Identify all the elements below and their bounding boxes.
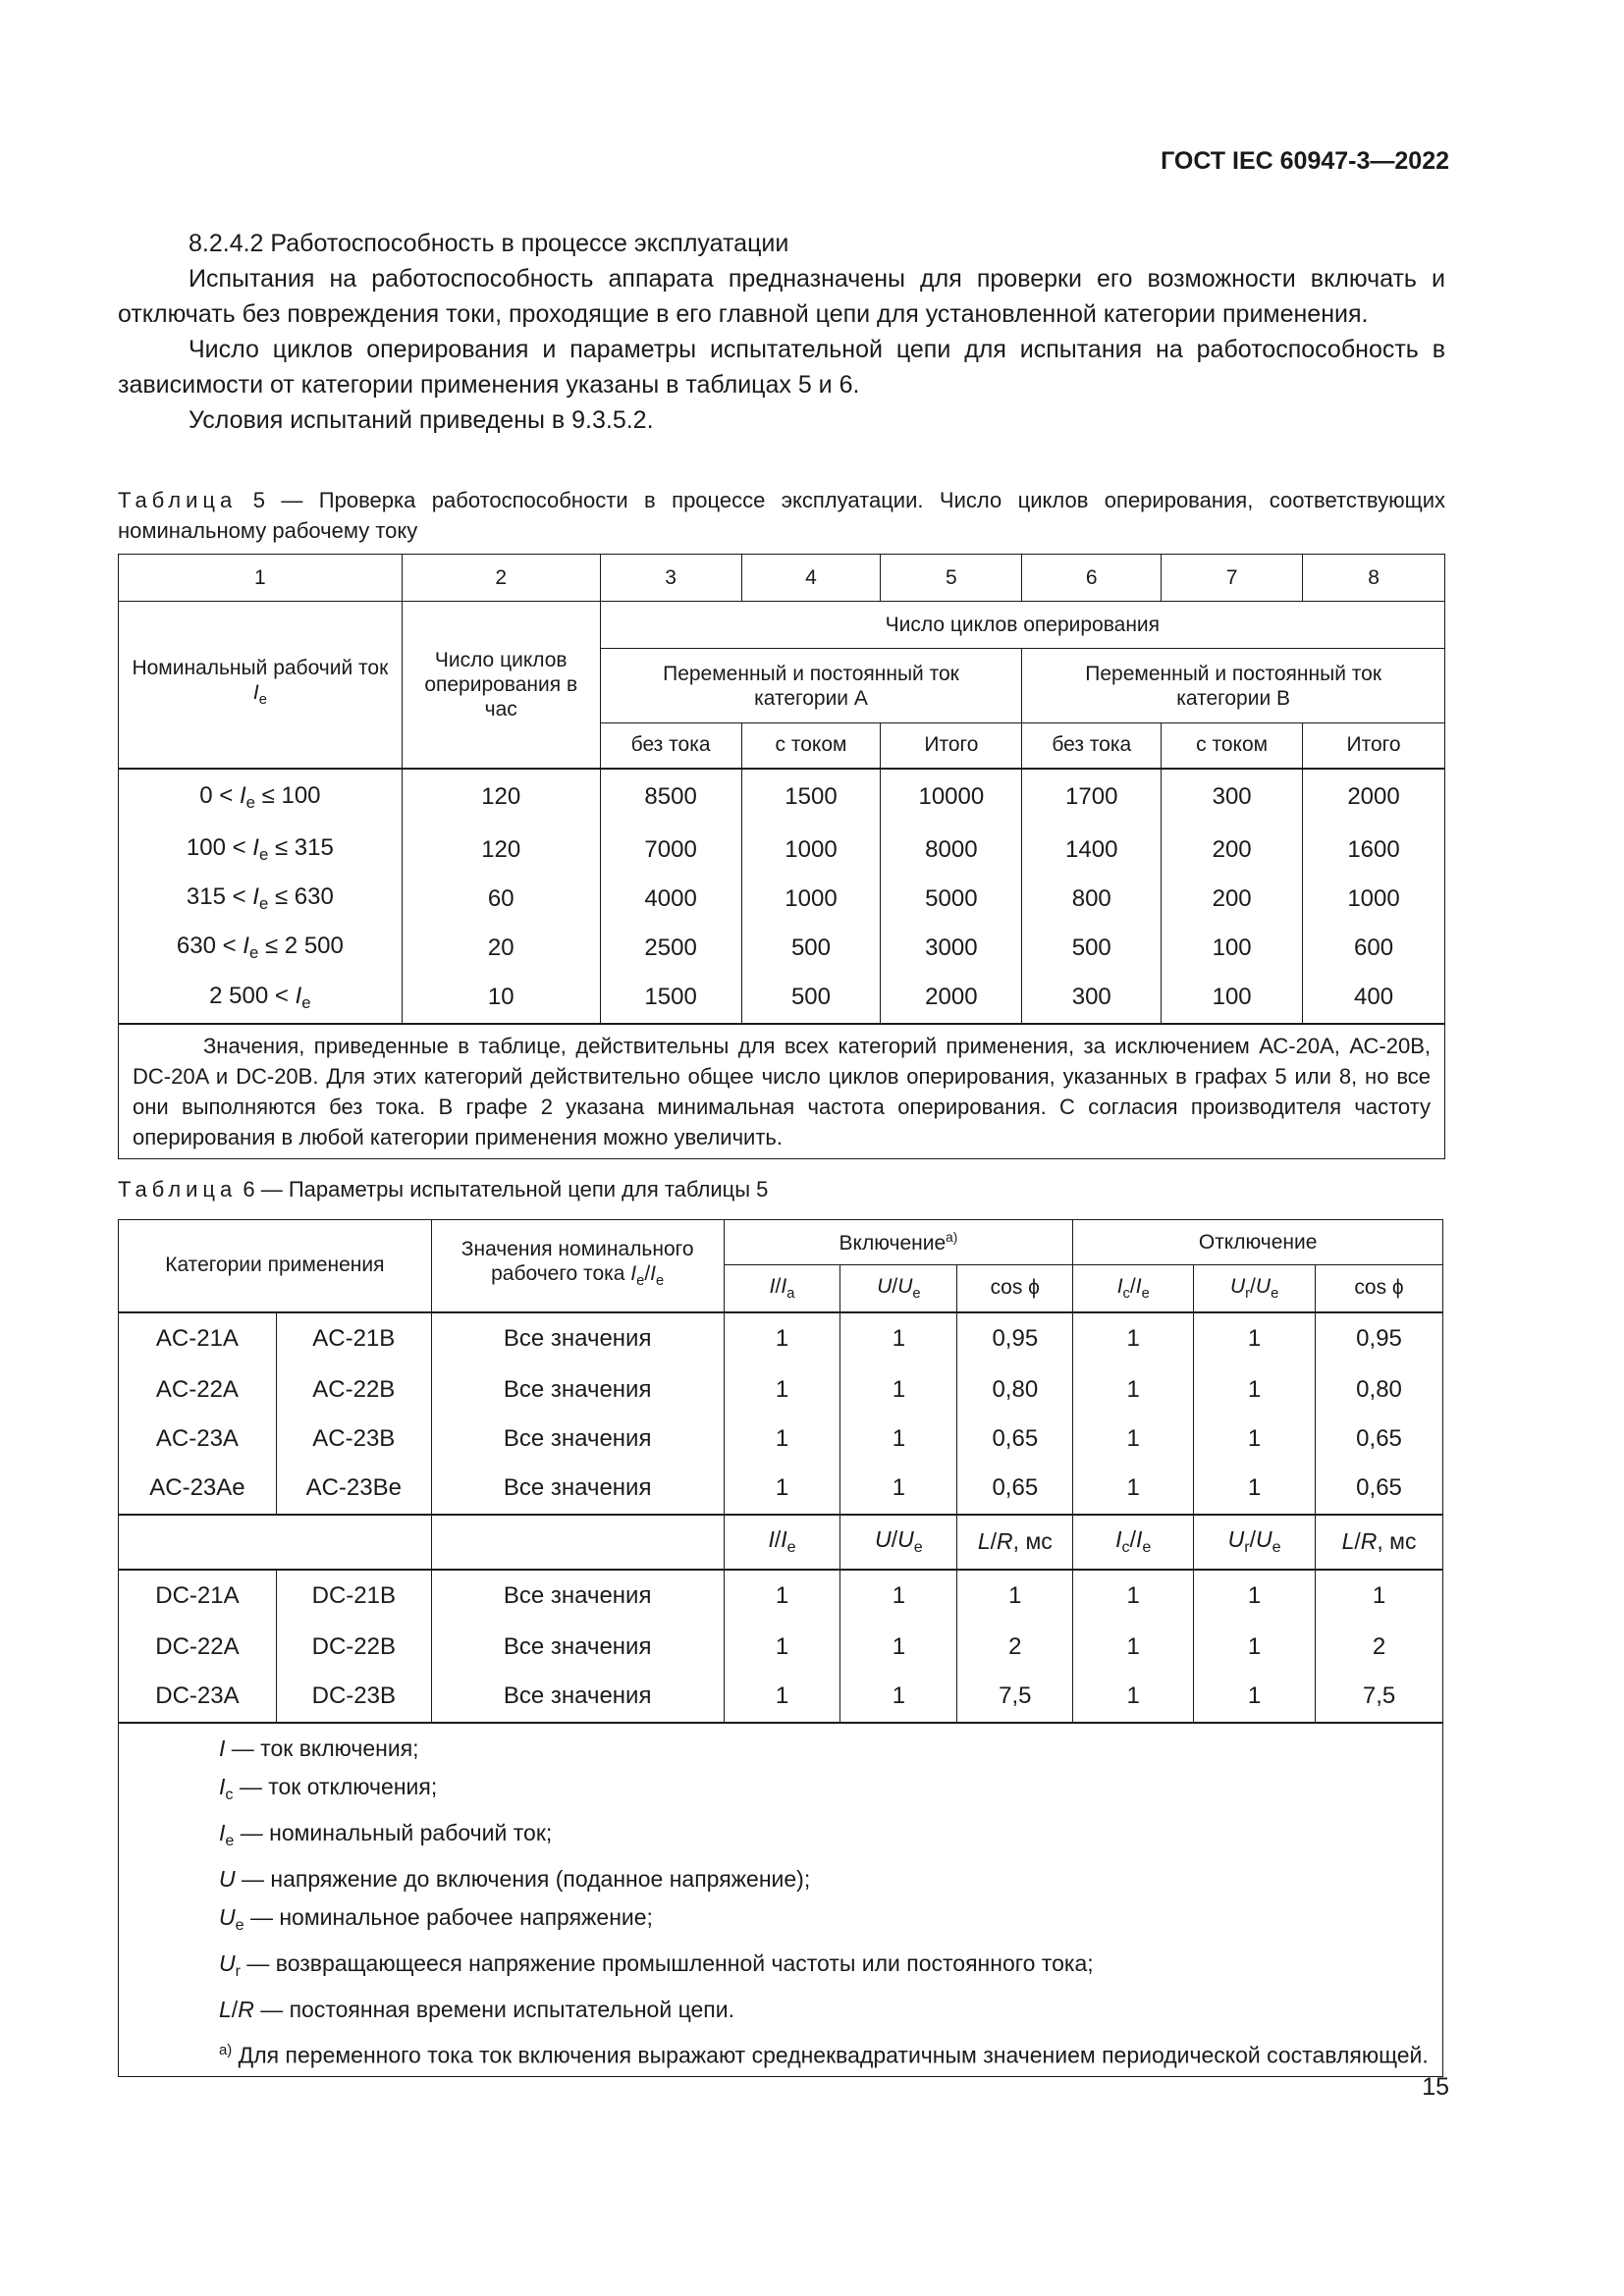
cell: 1 bbox=[1194, 1672, 1316, 1723]
cell: 100 bbox=[1162, 973, 1303, 1024]
cell: 4000 bbox=[600, 875, 741, 924]
legend-item: $I_e$ — номинальный рабочий ток; bbox=[219, 1819, 553, 1849]
cell: Все значения bbox=[431, 1415, 724, 1464]
header-u-over-ue: $U/U_e$ bbox=[840, 1515, 957, 1570]
cell: AC-23Ae bbox=[119, 1464, 277, 1515]
cell: 10 bbox=[402, 973, 600, 1024]
cell: 500 bbox=[1022, 924, 1162, 973]
cell: 1 bbox=[1073, 1570, 1194, 1623]
cell: 1 bbox=[1073, 1365, 1194, 1415]
cell: 0,95 bbox=[1316, 1312, 1443, 1365]
column-number: 2 bbox=[402, 555, 600, 602]
cell: 1600 bbox=[1303, 826, 1445, 875]
table-row bbox=[119, 1312, 1443, 1365]
cell: DC-21A bbox=[119, 1570, 277, 1623]
cell: 1 bbox=[1073, 1415, 1194, 1464]
range-cell: $630 < I_e \le 2$ 500 bbox=[119, 924, 403, 973]
cell: 8000 bbox=[881, 826, 1022, 875]
table-row bbox=[119, 973, 1445, 1024]
cell: 500 bbox=[741, 924, 881, 973]
header-with-current: с током bbox=[1162, 723, 1303, 769]
cell: AC-21A bbox=[119, 1312, 277, 1365]
cell: DC-21B bbox=[276, 1570, 431, 1623]
cell: 7,5 bbox=[957, 1672, 1073, 1723]
cell: DC-23A bbox=[119, 1672, 277, 1723]
cell: 1 bbox=[724, 1365, 840, 1415]
range-cell: $100 < I_e \le 315$ bbox=[119, 826, 403, 875]
table-row bbox=[119, 924, 1445, 973]
cell: DC-23B bbox=[276, 1672, 431, 1723]
cell: Все значения bbox=[431, 1464, 724, 1515]
cell: 0,65 bbox=[957, 1415, 1073, 1464]
header-cos-phi: cos ϕ bbox=[957, 1265, 1073, 1312]
cell: 1 bbox=[724, 1312, 840, 1365]
table6-legend-row bbox=[119, 1723, 1443, 2077]
table-row bbox=[119, 1415, 1443, 1464]
cell: 20 bbox=[402, 924, 600, 973]
cell: 1 bbox=[840, 1464, 957, 1515]
header-cycles-per-hour: Число циклов оперирования в час bbox=[402, 602, 600, 769]
cell: 1 bbox=[724, 1415, 840, 1464]
cell: 1 bbox=[840, 1365, 957, 1415]
cell: 300 bbox=[1022, 973, 1162, 1024]
cell: 0,65 bbox=[957, 1464, 1073, 1515]
cell: 1 bbox=[1194, 1365, 1316, 1415]
column-number: 1 bbox=[119, 555, 403, 602]
range-cell: $0 < I_e \le 100$ bbox=[119, 769, 403, 826]
cell: 2000 bbox=[881, 973, 1022, 1024]
cell: 0,65 bbox=[1316, 1464, 1443, 1515]
cell: 1400 bbox=[1022, 826, 1162, 875]
dc-subheader-row bbox=[119, 1515, 1443, 1570]
cell: 1500 bbox=[741, 769, 881, 826]
empty-cell bbox=[119, 1515, 432, 1570]
cell: Все значения bbox=[431, 1623, 724, 1672]
column-number: 4 bbox=[741, 555, 881, 602]
section-text bbox=[118, 226, 1445, 438]
cell: 500 bbox=[741, 973, 881, 1024]
cell: 3000 bbox=[881, 924, 1022, 973]
legend-item: $I_c$ — ток отключения; bbox=[219, 1773, 438, 1803]
table-row bbox=[119, 1672, 1443, 1723]
header-ic-over-ie: $I_c/I_e$ bbox=[1073, 1265, 1194, 1312]
cell: DC-22A bbox=[119, 1623, 277, 1672]
cell: 1 bbox=[1194, 1570, 1316, 1623]
cell: AC-23Be bbox=[276, 1464, 431, 1515]
legend-item: L/R — постоянная времени испытательной цепи. bbox=[219, 1996, 734, 2022]
header-category-b: Переменный и постоянный ток категории В bbox=[1022, 649, 1445, 723]
header-total: Итого bbox=[881, 723, 1022, 769]
legend-item: $U_e$ — номинальное рабочее напряжение; bbox=[219, 1903, 653, 1934]
cell: 1 bbox=[840, 1312, 957, 1365]
cell: 120 bbox=[402, 769, 600, 826]
cell: DC-22B bbox=[276, 1623, 431, 1672]
header-ic-over-ie: $I_c/I_e$ bbox=[1073, 1515, 1194, 1570]
column-number: 7 bbox=[1162, 555, 1303, 602]
cell: 1 bbox=[1316, 1570, 1443, 1623]
cell: AC-22A bbox=[119, 1365, 277, 1415]
cell: 1 bbox=[1194, 1623, 1316, 1672]
cell: 1 bbox=[724, 1464, 840, 1515]
table-row bbox=[119, 1623, 1443, 1672]
column-number: 8 bbox=[1303, 555, 1445, 602]
cell: Все значения bbox=[431, 1365, 724, 1415]
cell: 1 bbox=[724, 1672, 840, 1723]
header-i-over-ie: $I/I_a$ bbox=[724, 1265, 840, 1312]
cell: 600 bbox=[1303, 924, 1445, 973]
footnote: $^{a)}$ Для переменного тока ток включения выражают среднеквадратичным значением периодической составляющей. bbox=[219, 2041, 1429, 2068]
cell: 7,5 bbox=[1316, 1672, 1443, 1723]
legend-item: $U_r$ — возвращающееся напряжение промышленной частоты или постоянного тока; bbox=[219, 1949, 1094, 1980]
table-row bbox=[119, 1365, 1443, 1415]
cell: 1 bbox=[840, 1672, 957, 1723]
cell: 300 bbox=[1162, 769, 1303, 826]
cell: 1700 bbox=[1022, 769, 1162, 826]
header-category-a: Переменный и постоянный ток категории А bbox=[600, 649, 1022, 723]
table-row bbox=[119, 826, 1445, 875]
header-make: Включение$^{a)}$ bbox=[724, 1220, 1073, 1265]
cell: 1 bbox=[1194, 1464, 1316, 1515]
table6 bbox=[118, 1219, 1443, 2077]
cell: AC-21B bbox=[276, 1312, 431, 1365]
cell: 800 bbox=[1022, 875, 1162, 924]
header-ur-over-ue: $U_r/U_e$ bbox=[1194, 1515, 1316, 1570]
table-row bbox=[119, 1464, 1443, 1515]
range-cell: $315 < I_e \le 630$ bbox=[119, 875, 403, 924]
cell: 1 bbox=[840, 1415, 957, 1464]
cell: 1 bbox=[1073, 1672, 1194, 1723]
cell: 1 bbox=[1194, 1415, 1316, 1464]
paragraph: Условия испытаний приведены в 9.3.5.2. bbox=[189, 406, 654, 434]
table5 bbox=[118, 554, 1445, 1159]
table5-note-row bbox=[119, 1024, 1445, 1159]
header-lr: L/R, мс bbox=[1316, 1515, 1443, 1570]
column-number: 6 bbox=[1022, 555, 1162, 602]
paragraph: Число циклов оперирования и параметры испытательной цепи для испытания на работоспособность в зависимости от категории применения указаны в таблицах 5 и 6. bbox=[118, 336, 1445, 399]
cell: 120 bbox=[402, 826, 600, 875]
cell: 0,95 bbox=[957, 1312, 1073, 1365]
cell: 400 bbox=[1303, 973, 1445, 1024]
cell: 0,80 bbox=[957, 1365, 1073, 1415]
header-no-current: без тока bbox=[1022, 723, 1162, 769]
table6-legend bbox=[119, 1723, 1443, 2077]
cell: 60 bbox=[402, 875, 600, 924]
range-cell: 2 $500 < I_e$ bbox=[119, 973, 403, 1024]
table-row bbox=[119, 769, 1445, 826]
document-id: ГОСТ IEC 60947-3—2022 bbox=[1161, 147, 1449, 175]
cell: 1 bbox=[1073, 1464, 1194, 1515]
column-number: 5 bbox=[881, 555, 1022, 602]
column-number: 3 bbox=[600, 555, 741, 602]
legend-item: I — ток включения; bbox=[219, 1735, 419, 1761]
cell: 100 bbox=[1162, 924, 1303, 973]
header-total: Итого bbox=[1303, 723, 1445, 769]
cell: 1 bbox=[724, 1623, 840, 1672]
cell: 0,65 bbox=[1316, 1415, 1443, 1464]
cell: 2000 bbox=[1303, 769, 1445, 826]
table-row bbox=[119, 1570, 1443, 1623]
cell: 200 bbox=[1162, 826, 1303, 875]
cell: 2500 bbox=[600, 924, 741, 973]
cell: 2 bbox=[1316, 1623, 1443, 1672]
table5-note: Значения, приведенные в таблице, действительны для всех категорий применения, за исключением АС-20А, АС-20В, DC-20A и DC-20B. Для этих категорий действительно общее число циклов оперирования, указанных в графах 5 или 8, но все они выполняются без тока. В графе 2 указана минимальная частота оперирования. С согласия производителя частоту оперирования в любой категории применения можно увеличить. bbox=[119, 1024, 1445, 1159]
cell: AC-22B bbox=[276, 1365, 431, 1415]
empty-cell bbox=[431, 1515, 724, 1570]
header-rated-current: Номинальный рабочий ток $I_e$ bbox=[119, 602, 403, 769]
cell: Все значения bbox=[431, 1672, 724, 1723]
cell: 200 bbox=[1162, 875, 1303, 924]
cell: 1 bbox=[1073, 1623, 1194, 1672]
table6-caption: Таблица 6 — Параметры испытательной цепи для таблицы 5 bbox=[118, 1177, 769, 1201]
cell: 1 bbox=[724, 1570, 840, 1623]
cell: Все значения bbox=[431, 1570, 724, 1623]
cell: 1500 bbox=[600, 973, 741, 1024]
header-ur-over-ue: $U_r/U_e$ bbox=[1194, 1265, 1316, 1312]
cell: 7000 bbox=[600, 826, 741, 875]
cell: 1000 bbox=[1303, 875, 1445, 924]
header-categories: Категории применения bbox=[119, 1220, 432, 1312]
page-number: 15 bbox=[1422, 2073, 1449, 2101]
cell: 1 bbox=[1194, 1312, 1316, 1365]
header-break: Отключение bbox=[1073, 1220, 1443, 1265]
cell: AC-23A bbox=[119, 1415, 277, 1464]
column-number-row bbox=[119, 555, 1445, 602]
header-with-current: с током bbox=[741, 723, 881, 769]
header-cos-phi: cos ϕ bbox=[1316, 1265, 1443, 1312]
cell: 2 bbox=[957, 1623, 1073, 1672]
cell: 1 bbox=[1073, 1312, 1194, 1365]
section-title: 8.2.4.2 Работоспособность в процессе эксплуатации bbox=[189, 230, 789, 257]
legend-item: U — напряжение до включения (поданное напряжение); bbox=[219, 1865, 811, 1892]
header-u-over-ue: $U/U_e$ bbox=[840, 1265, 957, 1312]
cell: 1000 bbox=[741, 875, 881, 924]
table-row bbox=[119, 875, 1445, 924]
cell: 8500 bbox=[600, 769, 741, 826]
cell: 10000 bbox=[881, 769, 1022, 826]
cell: AC-23B bbox=[276, 1415, 431, 1464]
paragraph: Испытания на работоспособность аппарата предназначены для проверки его возможности включать и отключать без повреждения токи, проходящие в его главной цепи для установленной категории применения. bbox=[118, 265, 1445, 328]
cell: 0,80 bbox=[1316, 1365, 1443, 1415]
cell: 1 bbox=[840, 1623, 957, 1672]
cell: Все значения bbox=[431, 1312, 724, 1365]
cell: 1 bbox=[957, 1570, 1073, 1623]
cell: 5000 bbox=[881, 875, 1022, 924]
header-i-over-ie: $I/I_e$ bbox=[724, 1515, 840, 1570]
cell: 1000 bbox=[741, 826, 881, 875]
cell: 1 bbox=[840, 1570, 957, 1623]
header-no-current: без тока bbox=[600, 723, 741, 769]
header-lr: L/R, мс bbox=[957, 1515, 1073, 1570]
table5-caption: Таблица 5 — Проверка работоспособности в процессе эксплуатации. Число циклов оперирования, соответствующих номинальному рабочему току bbox=[118, 488, 1445, 543]
header-rated-values: Значения номинального рабочего тока $I_e/I_e$ bbox=[431, 1220, 724, 1312]
header-cycles: Число циклов оперирования bbox=[600, 602, 1444, 649]
